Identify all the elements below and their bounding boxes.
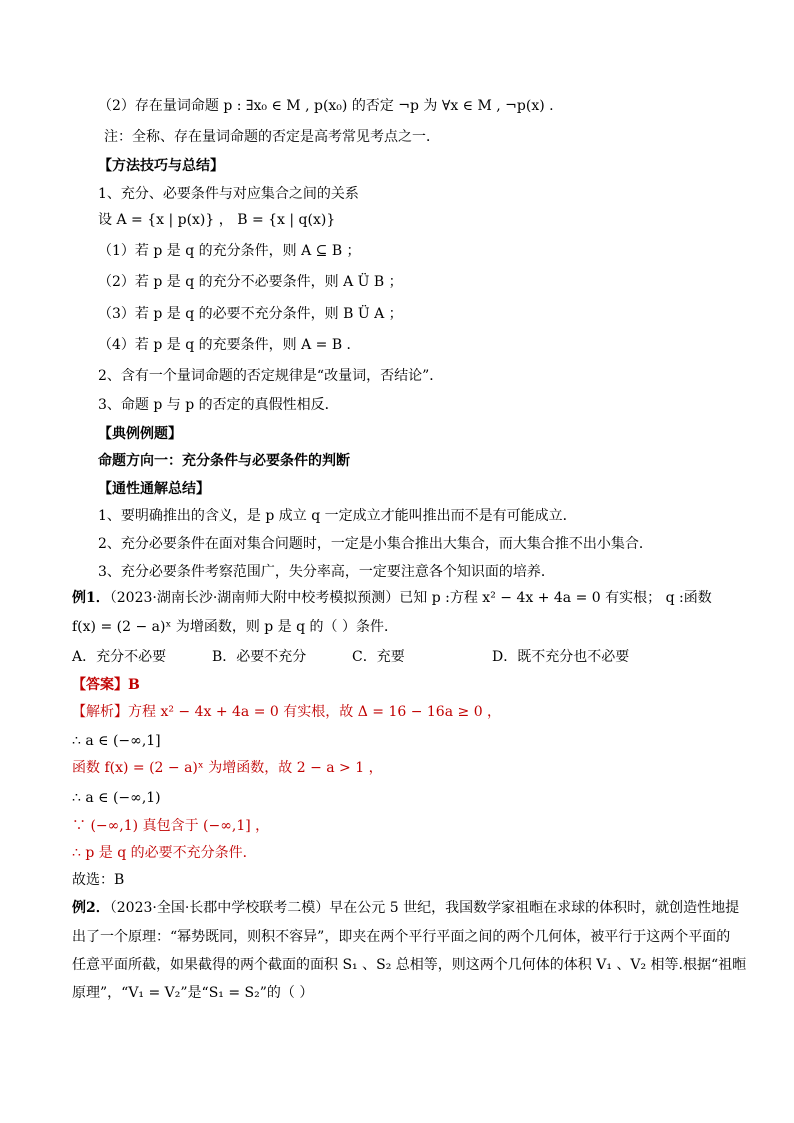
option-a: A．充分不必要 bbox=[72, 649, 167, 665]
example-2-question bbox=[72, 898, 739, 918]
note-line: 注：全称、存在量词命题的否定是高考常见考点之一． bbox=[104, 129, 440, 145]
solution-line-2: ∴ a ∈ (−∞,1] bbox=[72, 733, 161, 749]
section-heading-summary: 【通性通解总结】 bbox=[98, 481, 210, 497]
option-b: B．必要不充分 bbox=[212, 649, 307, 665]
example-1-question bbox=[72, 588, 712, 608]
method-item-1: 1、充分、必要条件与对应集合之间的关系 bbox=[98, 186, 359, 202]
answer-label: 【答案】B bbox=[72, 677, 140, 693]
example-1-question-cont: f(x) = (2 − a)ˣ 为增函数，则 p 是 q 的（ ）条件． bbox=[72, 619, 398, 635]
negation-rule-2: （2）存在量词命题 p : ∃x₀ ∈ M , p(x₀) 的否定 ¬p 为 ∀x ∈ M , ¬p(x) . bbox=[98, 98, 554, 114]
solution-line-6: ∴ p 是 q 的必要不充分条件． bbox=[72, 845, 257, 861]
example-2-text-3: 任意平面所截，如果截得的两个截面的面积 S₁ 、S₂ 总相等，则这两个几何体的体积 V₁ 、V₂ 相等.根据“祖暅 bbox=[72, 957, 747, 973]
solution-line-5: ∵ (−∞,1) 真包含于 (−∞,1] ， bbox=[72, 818, 270, 834]
summary-item-1: 1、要明确推出的含义，是 p 成立 q 一定成立才能叫推出而不是有可能成立． bbox=[98, 508, 577, 524]
condition-1: （1）若 p 是 q 的充分条件，则 A ⊆ B ； bbox=[98, 243, 361, 259]
method-item-3: 3、命题 p 与 p 的否定的真假性相反． bbox=[98, 397, 339, 413]
solution-line-3: 函数 f(x) = (2 − a)ˣ 为增函数，故 2 − a > 1 ， bbox=[72, 760, 383, 776]
summary-item-2: 2、充分必要条件在面对集合问题时，一定是小集合推出大集合，而大集合推不出小集合． bbox=[98, 536, 653, 552]
solution-choice: 故选：B bbox=[72, 872, 125, 888]
example-1-options bbox=[72, 647, 629, 667]
condition-4: （4）若 p 是 q 的充要条件，则 A = B ． bbox=[98, 337, 361, 353]
solution-line-1: 【解析】方程 x² − 4x + 4a = 0 有实根，故 Δ = 16 − 16a ≥ 0 ， bbox=[72, 704, 502, 720]
option-c: C．充要 bbox=[352, 649, 405, 665]
example-2-label: 例2． bbox=[72, 900, 110, 916]
method-item-2: 2、含有一个量词命题的否定规律是“改量词，否结论”． bbox=[98, 368, 444, 384]
section-heading-methods: 【方法技巧与总结】 bbox=[98, 158, 224, 174]
example-2-text: （2023·全国·长郡中学校联考二模）早在公元 5 世纪，我国数学家祖暅在求球的体积时，就创造性地提 bbox=[109, 900, 740, 916]
condition-3: （3）若 p 是 q 的必要不充分条件，则 B Ü A ； bbox=[98, 306, 403, 322]
topic-direction-1: 命题方向一：充分条件与必要条件的判断 bbox=[98, 453, 350, 469]
example-2-text-4: 原理”，“V₁ = V₂”是“S₁ = S₂”的（ ） bbox=[72, 985, 314, 1001]
example-1-label: 例1． bbox=[72, 590, 110, 606]
option-d: D．既不充分也不必要 bbox=[492, 649, 630, 665]
section-heading-examples: 【典例例题】 bbox=[98, 426, 182, 442]
solution-line-4: ∴ a ∈ (−∞,1) bbox=[72, 790, 161, 806]
summary-item-3: 3、充分必要条件考察范围广，失分率高，一定要注意各个知识面的培养． bbox=[98, 564, 555, 580]
example-2-text-2: 出了一个原理：“幂势既同，则积不容异”，即夹在两个平行平面之间的两个几何体，被平行于这两个平面的 bbox=[72, 929, 731, 945]
set-definition: 设 A = {x | p(x)} ， B = {x | q(x)} bbox=[98, 212, 336, 228]
condition-2: （2）若 p 是 q 的充分不必要条件，则 A Ü B ； bbox=[98, 274, 403, 290]
example-1-text: （2023·湖南长沙·湖南师大附中校考模拟预测）已知 p :方程 x² − 4x + 4a = 0 有实根； q :函数 bbox=[109, 590, 712, 606]
